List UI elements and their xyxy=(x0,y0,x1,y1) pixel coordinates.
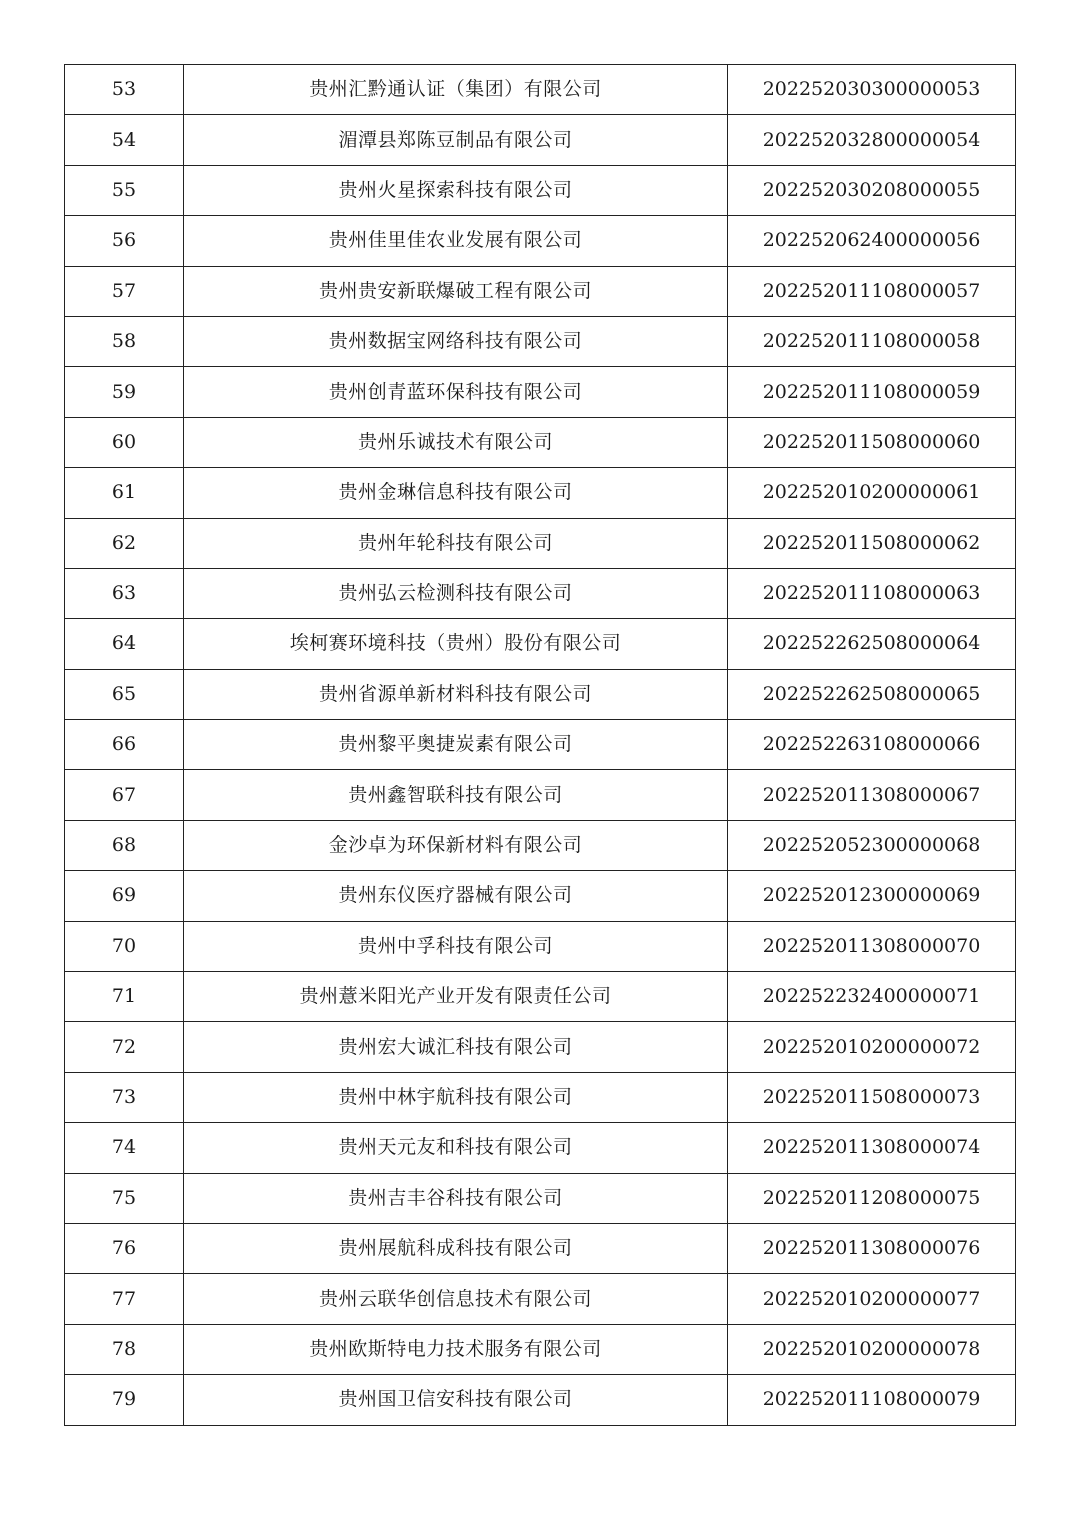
company-name-cell: 贵州数据宝网络科技有限公司 xyxy=(184,316,728,366)
registration-code-cell: 202252012300000069 xyxy=(728,871,1016,921)
registration-code-cell: 202252011508000062 xyxy=(728,518,1016,568)
row-number-cell: 60 xyxy=(65,417,184,467)
company-name-cell: 贵州天元友和科技有限公司 xyxy=(184,1123,728,1173)
row-number-cell: 54 xyxy=(65,115,184,165)
company-name-cell: 贵州年轮科技有限公司 xyxy=(184,518,728,568)
registration-code-cell: 202252011308000076 xyxy=(728,1223,1016,1273)
table-row xyxy=(65,669,1016,719)
row-number-cell: 77 xyxy=(65,1274,184,1324)
company-name-cell: 贵州鑫智联科技有限公司 xyxy=(184,770,728,820)
company-name-cell: 贵州金琳信息科技有限公司 xyxy=(184,468,728,518)
row-number-cell: 67 xyxy=(65,770,184,820)
company-name-cell: 金沙卓为环保新材料有限公司 xyxy=(184,820,728,870)
table-row xyxy=(65,468,1016,518)
company-name-cell: 贵州展航科成科技有限公司 xyxy=(184,1223,728,1273)
row-number-cell: 78 xyxy=(65,1324,184,1374)
table-row xyxy=(65,316,1016,366)
table-row xyxy=(65,1072,1016,1122)
row-number-cell: 74 xyxy=(65,1123,184,1173)
registration-code-cell: 202252011108000079 xyxy=(728,1375,1016,1425)
registration-code-cell: 202252052300000068 xyxy=(728,820,1016,870)
registration-code-cell: 202252263108000066 xyxy=(728,720,1016,770)
company-list-page xyxy=(64,64,1014,1426)
row-number-cell: 72 xyxy=(65,1022,184,1072)
table-row xyxy=(65,820,1016,870)
table-row xyxy=(65,1324,1016,1374)
company-name-cell: 贵州吉丰谷科技有限公司 xyxy=(184,1173,728,1223)
company-table-body xyxy=(65,65,1016,1426)
company-name-cell: 贵州薏米阳光产业开发有限责任公司 xyxy=(184,972,728,1022)
company-name-cell: 贵州欧斯特电力技术服务有限公司 xyxy=(184,1324,728,1374)
table-row xyxy=(65,367,1016,417)
table-row xyxy=(65,115,1016,165)
table-row xyxy=(65,1123,1016,1173)
row-number-cell: 73 xyxy=(65,1072,184,1122)
registration-code-cell: 202252030300000053 xyxy=(728,65,1016,115)
company-name-cell: 贵州贵安新联爆破工程有限公司 xyxy=(184,266,728,316)
row-number-cell: 57 xyxy=(65,266,184,316)
registration-code-cell: 202252010200000077 xyxy=(728,1274,1016,1324)
registration-code-cell: 202252030208000055 xyxy=(728,165,1016,215)
row-number-cell: 68 xyxy=(65,820,184,870)
table-row xyxy=(65,921,1016,971)
table-row xyxy=(65,568,1016,618)
registration-code-cell: 202252011108000058 xyxy=(728,316,1016,366)
table-row xyxy=(65,165,1016,215)
table-row xyxy=(65,1223,1016,1273)
company-name-cell: 贵州汇黔通认证（集团）有限公司 xyxy=(184,65,728,115)
registration-code-cell: 202252062400000056 xyxy=(728,216,1016,266)
company-name-cell: 贵州乐诚技术有限公司 xyxy=(184,417,728,467)
company-name-cell: 贵州国卫信安科技有限公司 xyxy=(184,1375,728,1425)
company-name-cell: 贵州创青蓝环保科技有限公司 xyxy=(184,367,728,417)
row-number-cell: 66 xyxy=(65,720,184,770)
registration-code-cell: 202252011108000063 xyxy=(728,568,1016,618)
table-row xyxy=(65,720,1016,770)
registration-code-cell: 202252262508000064 xyxy=(728,619,1016,669)
registration-code-cell: 202252010200000061 xyxy=(728,468,1016,518)
registration-code-cell: 202252010200000078 xyxy=(728,1324,1016,1374)
row-number-cell: 79 xyxy=(65,1375,184,1425)
registration-code-cell: 202252011108000057 xyxy=(728,266,1016,316)
table-row xyxy=(65,417,1016,467)
row-number-cell: 71 xyxy=(65,972,184,1022)
registration-code-cell: 202252032800000054 xyxy=(728,115,1016,165)
row-number-cell: 58 xyxy=(65,316,184,366)
company-name-cell: 湄潭县郑陈豆制品有限公司 xyxy=(184,115,728,165)
registration-code-cell: 202252011108000059 xyxy=(728,367,1016,417)
company-name-cell: 贵州云联华创信息技术有限公司 xyxy=(184,1274,728,1324)
row-number-cell: 59 xyxy=(65,367,184,417)
row-number-cell: 62 xyxy=(65,518,184,568)
registration-code-cell: 202252011308000074 xyxy=(728,1123,1016,1173)
company-name-cell: 贵州中孚科技有限公司 xyxy=(184,921,728,971)
registration-code-cell: 202252010200000072 xyxy=(728,1022,1016,1072)
company-name-cell: 贵州东仪医疗器械有限公司 xyxy=(184,871,728,921)
table-row xyxy=(65,871,1016,921)
row-number-cell: 65 xyxy=(65,669,184,719)
table-row xyxy=(65,65,1016,115)
company-table xyxy=(64,64,1016,1426)
company-name-cell: 贵州黎平奥捷炭素有限公司 xyxy=(184,720,728,770)
registration-code-cell: 202252011508000060 xyxy=(728,417,1016,467)
company-name-cell: 埃柯赛环境科技（贵州）股份有限公司 xyxy=(184,619,728,669)
table-row xyxy=(65,518,1016,568)
row-number-cell: 61 xyxy=(65,468,184,518)
company-name-cell: 贵州中林宇航科技有限公司 xyxy=(184,1072,728,1122)
registration-code-cell: 202252011308000067 xyxy=(728,770,1016,820)
row-number-cell: 70 xyxy=(65,921,184,971)
row-number-cell: 75 xyxy=(65,1173,184,1223)
row-number-cell: 56 xyxy=(65,216,184,266)
table-row xyxy=(65,216,1016,266)
table-row xyxy=(65,1375,1016,1425)
table-row xyxy=(65,619,1016,669)
row-number-cell: 55 xyxy=(65,165,184,215)
row-number-cell: 53 xyxy=(65,65,184,115)
company-name-cell: 贵州佳里佳农业发展有限公司 xyxy=(184,216,728,266)
registration-code-cell: 202252011208000075 xyxy=(728,1173,1016,1223)
registration-code-cell: 202252011508000073 xyxy=(728,1072,1016,1122)
registration-code-cell: 202252232400000071 xyxy=(728,972,1016,1022)
table-row xyxy=(65,1173,1016,1223)
table-row xyxy=(65,266,1016,316)
company-name-cell: 贵州弘云检测科技有限公司 xyxy=(184,568,728,618)
company-name-cell: 贵州省源单新材料科技有限公司 xyxy=(184,669,728,719)
table-row xyxy=(65,1274,1016,1324)
table-row xyxy=(65,770,1016,820)
registration-code-cell: 202252262508000065 xyxy=(728,669,1016,719)
row-number-cell: 64 xyxy=(65,619,184,669)
row-number-cell: 63 xyxy=(65,568,184,618)
company-name-cell: 贵州火星探索科技有限公司 xyxy=(184,165,728,215)
row-number-cell: 69 xyxy=(65,871,184,921)
table-row xyxy=(65,1022,1016,1072)
table-row xyxy=(65,972,1016,1022)
company-name-cell: 贵州宏大诚汇科技有限公司 xyxy=(184,1022,728,1072)
registration-code-cell: 202252011308000070 xyxy=(728,921,1016,971)
row-number-cell: 76 xyxy=(65,1223,184,1273)
